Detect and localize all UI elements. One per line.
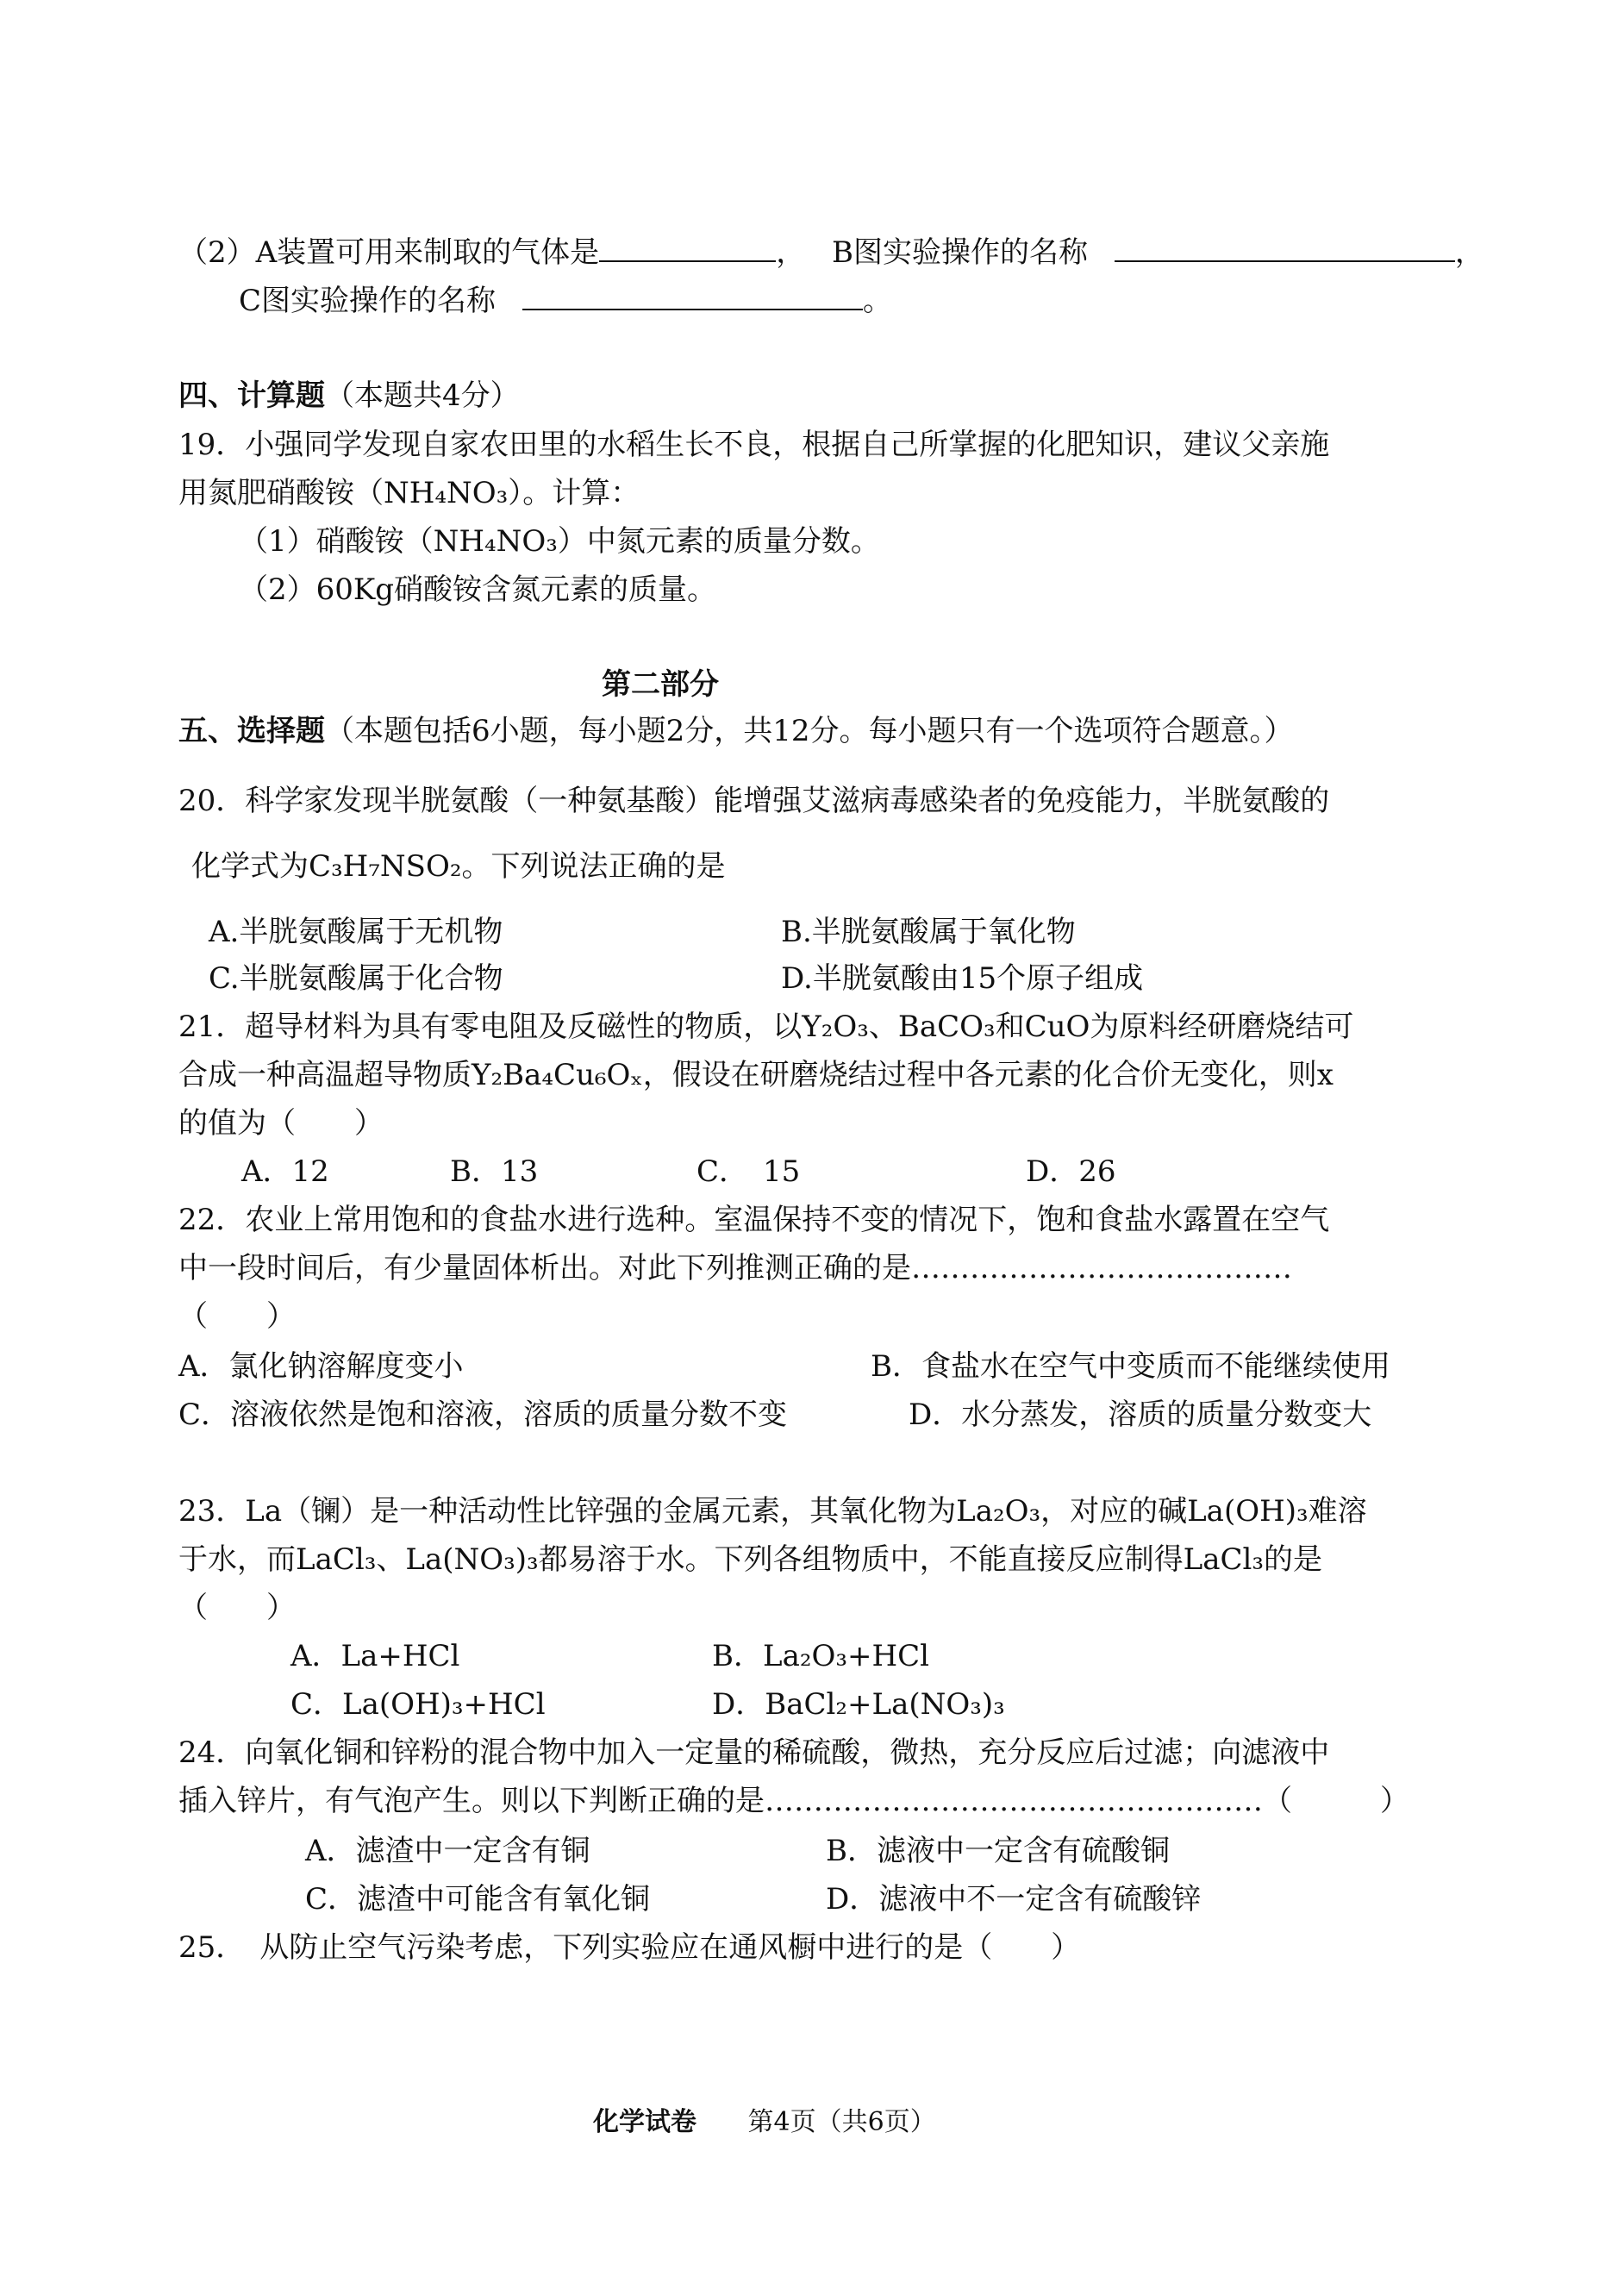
q18-2-comma2: ，: [1454, 235, 1484, 270]
q20-option-a: A.半胱氨酸属于无机物: [209, 915, 503, 949]
q23-option-d: D．BaCl₂+La(NO₃)₃: [712, 1687, 1005, 1722]
answer-blank-gas[interactable]: [599, 231, 776, 262]
q20-option-b: B.半胱氨酸属于氧化物: [781, 915, 1076, 949]
q21-option-a: A．12: [241, 1154, 329, 1189]
q21-option-b: B．13: [450, 1154, 539, 1189]
q24-line2: 插入锌片，有气泡产生。则以下判断正确的是……………………………………………（ ）: [178, 1784, 1409, 1818]
q18-2-end: 。: [862, 284, 892, 318]
q24-option-b: B．滤液中一定含有硫酸铜: [826, 1834, 1170, 1868]
q24-line1: 24．向氧化铜和锌粉的混合物中加入一定量的稀硫酸，微热，充分反应后过滤；向滤液中: [178, 1735, 1330, 1770]
footer-page: 第4页（共6页）: [747, 2107, 936, 2137]
q23-line2: 于水，而LaCl₃、La(NO₃)₃都易溶于水。下列各组物质中，不能直接反应制得LaCl₃的是: [178, 1542, 1322, 1577]
section-5-heading: 五、选择题: [178, 714, 325, 748]
q20-option-d: D.半胱氨酸由15个原子组成: [781, 961, 1144, 996]
q22-line3: （ ）: [178, 1299, 296, 1334]
q21-line1: 21．超导材料为具有零电阻及反磁性的物质，以Y₂O₃、BaCO₃和CuO为原料经研磨烧结可: [178, 1010, 1354, 1044]
q18-2-line1: [178, 231, 1484, 272]
q21-line3: 的值为（ ）: [178, 1106, 384, 1141]
footer-subject: 化学试卷: [593, 2107, 696, 2137]
q25-line1: 25． 从防止空气污染考虑，下列实验应在通风橱中进行的是（ ）: [178, 1930, 1081, 1965]
q18-2-line2: [239, 279, 892, 320]
section-4-heading: 四、计算题: [178, 378, 325, 413]
q18-2-c-label: C图实验操作的名称: [239, 284, 497, 318]
part-2-title: 第二部分: [602, 667, 719, 702]
section-4-heading-line: [178, 377, 520, 415]
q18-2-comma1: ，: [776, 235, 806, 270]
q20-option-c: C.半胱氨酸属于化合物: [209, 961, 503, 996]
q22-line1: 22．农业上常用饱和的食盐水进行选种。室温保持不变的情况下，饱和食盐水露置在空气: [178, 1203, 1330, 1237]
q21-line2: 合成一种高温超导物质Y₂Ba₄Cu₆Oₓ，假设在研磨烧结过程中各元素的化合价无变化，则x: [178, 1058, 1334, 1092]
q20-line2: 化学式为C₃H₇NSO₂。下列说法正确的是: [191, 849, 726, 884]
q22-option-a: A．氯化钠溶解度变小: [178, 1349, 464, 1384]
section-5-heading-line: [178, 712, 1294, 750]
q22-option-c: C．溶液依然是饱和溶液，溶质的质量分数不变: [178, 1398, 788, 1432]
q18-2-prefix: （2）A装置可用来制取的气体是: [178, 235, 600, 270]
q21-option-c: C． 15: [696, 1154, 801, 1189]
q24-option-a: A．滤渣中一定含有铜: [305, 1834, 590, 1868]
q23-line3: （ ）: [178, 1591, 296, 1625]
q19-sub1: （1）硝酸铵（NH₄NO₃）中氮元素的质量分数。: [239, 524, 880, 559]
q18-2-b-label: B图实验操作的名称: [832, 235, 1088, 270]
q24-option-c: C．滤渣中可能含有氧化铜: [305, 1882, 651, 1917]
q23-option-c: C．La(OH)₃+HCl: [290, 1687, 546, 1722]
q24-option-d: D．滤液中不一定含有硫酸锌: [826, 1882, 1202, 1917]
q19-line2: 用氮肥硝酸铵（NH₄NO₃）。计算：: [178, 476, 640, 510]
section-4-score: （本题共4分）: [325, 378, 520, 413]
q22-option-b: B．食盐水在空气中变质而不能继续使用: [871, 1349, 1390, 1384]
q21-option-d: D．26: [1026, 1154, 1116, 1189]
q23-line1: 23．La（镧）是一种活动性比锌强的金属元素，其氧化物为La₂O₃，对应的碱La(OH)₃难溶: [178, 1494, 1367, 1529]
answer-blank-c-operation[interactable]: [522, 279, 863, 310]
q19-sub2: （2）60Kg硝酸铵含氮元素的质量。: [239, 572, 717, 607]
q19-line1: 19．小强同学发现自家农田里的水稻生长不良，根据自己所掌握的化肥知识，建议父亲施: [178, 428, 1330, 462]
q23-option-b: B．La₂O₃+HCl: [712, 1639, 929, 1673]
section-5-desc: （本题包括6小题，每小题2分，共12分。每小题只有一个选项符合题意。）: [325, 714, 1294, 748]
q22-line2: 中一段时间后，有少量固体析出。对此下列推测正确的是…………………………………: [178, 1251, 1292, 1285]
answer-blank-b-operation[interactable]: [1115, 231, 1455, 262]
footer: [593, 2104, 936, 2142]
q22-option-d: D．水分蒸发，溶质的质量分数变大: [909, 1398, 1372, 1432]
q20-line1: 20．科学家发现半胱氨酸（一种氨基酸）能增强艾滋病毒感染者的免疫能力，半胱氨酸的: [178, 784, 1330, 818]
q23-option-a: A．La+HCl: [290, 1639, 460, 1673]
